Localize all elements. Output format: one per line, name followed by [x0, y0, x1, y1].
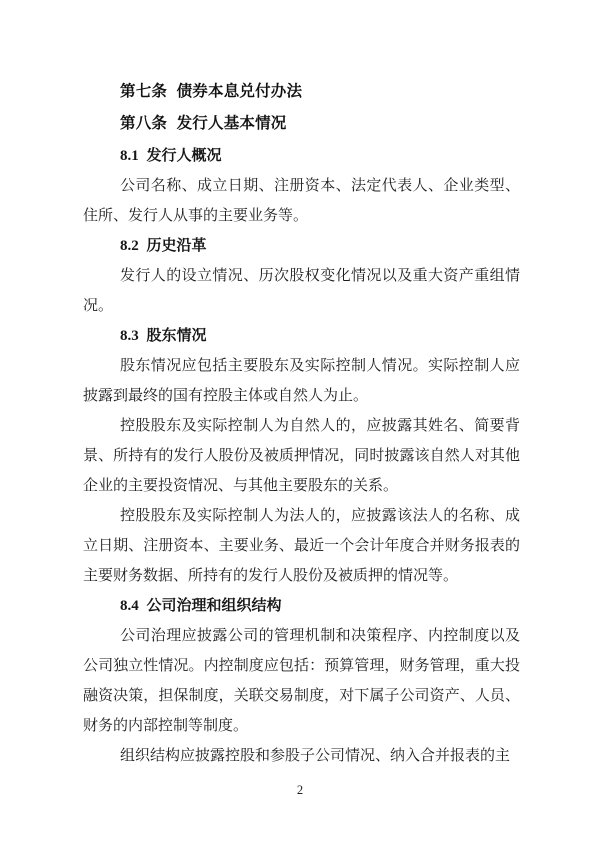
section-heading-8-3: 8.3 股东情况: [120, 328, 207, 344]
body-paragraph: 公司名称、成立日期、注册资本、法定代表人、企业类型、住所、发行人从事的主要业务等。: [83, 178, 520, 224]
body-paragraph: 公司治理应披露公司的管理机制和决策程序、内控制度以及公司独立性情况。内控制度应包括：预算管理，财务管理，重大投融资决策，担保制度，关联交易制度，对下属子公司资产、人员、财务的内部控制等制度。: [83, 628, 520, 734]
document-body: [83, 77, 520, 771]
chapter-heading-8: 第八条 发行人基本情况: [120, 115, 287, 132]
body-paragraph: 控股股东及实际控制人为自然人的，应披露其姓名、简要背景、所持有的发行人股份及被质押情况，同时披露该自然人对其他企业的主要投资情况、与其他主要股东的关系。: [83, 418, 520, 494]
chapter-heading-7: 第七条 债券本息兑付办法: [120, 83, 303, 100]
page-number: 2: [296, 783, 304, 797]
body-paragraph: 组织结构应披露控股和参股子公司情况、纳入合并报表的主: [120, 748, 511, 764]
section-heading-8-1: 8.1 发行人概况: [120, 148, 222, 164]
body-paragraph: 股东情况应包括主要股东及实际控制人情况。实际控制人应披露到最终的国有控股主体或自然人为止。: [83, 358, 520, 404]
body-paragraph: 发行人的设立情况、历次股权变化情况以及重大资产重组情况。: [83, 268, 520, 314]
section-heading-8-2: 8.2 历史沿革: [120, 238, 207, 254]
section-heading-8-4: 8.4 公司治理和组织结构: [120, 598, 282, 614]
body-paragraph: 控股股东及实际控制人为法人的，应披露该法人的名称、成立日期、注册资本、主要业务、最近一个会计年度合并财务报表的主要财务数据、所持有的发行人股份及被质押的情况等。: [83, 508, 520, 584]
